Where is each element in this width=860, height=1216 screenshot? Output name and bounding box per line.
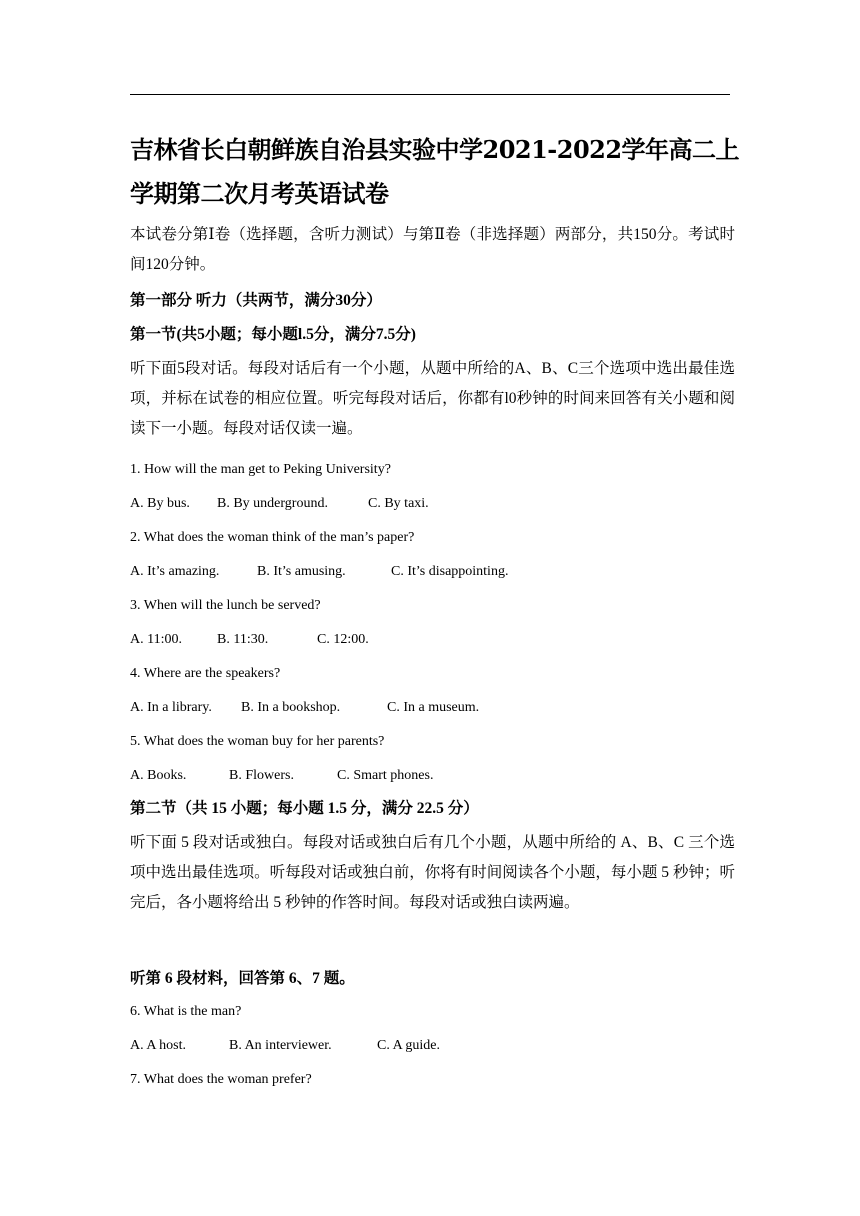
question-2: 2. What does the woman think of the man’s paper? xyxy=(130,530,415,545)
option-c: C. By taxi. xyxy=(368,496,429,511)
option-b: B. It’s amusing. xyxy=(257,564,346,579)
question-1-options xyxy=(130,494,730,514)
header-rule xyxy=(130,94,730,95)
question-4: 4. Where are the speakers? xyxy=(130,666,281,681)
section2-heading: 第二节（共 15 小题；每小题 1.5 分，满分 22.5 分） xyxy=(130,800,479,817)
option-c: C. 12:00. xyxy=(317,632,369,647)
option-a: A. 11:00. xyxy=(130,632,182,647)
option-a: A. By bus. xyxy=(130,496,190,511)
option-b: B. Flowers. xyxy=(229,768,294,783)
option-b: B. In a bookshop. xyxy=(241,700,341,715)
option-c: C. It’s disappointing. xyxy=(391,564,509,579)
part1-heading: 第一部分 听力（共两节，满分30分） xyxy=(130,292,382,309)
option-b: B. 11:30. xyxy=(217,632,269,647)
question-4-options xyxy=(130,698,730,718)
question-5-options xyxy=(130,766,730,786)
option-c: C. A guide. xyxy=(377,1038,441,1053)
exam-title: 吉林省长白朝鲜族自治县实验中学2021-2022学年高二上学期第二次月考英语试卷 xyxy=(130,135,740,208)
question-3: 3. When will the lunch be served? xyxy=(130,598,321,613)
option-a: A. In a library. xyxy=(130,700,212,715)
section1-heading: 第一节(共5小题；每小题l.5分，满分7.5分) xyxy=(130,326,416,343)
option-a: A. It’s amazing. xyxy=(130,564,220,579)
section2-instructions: 听下面 5 段对话或独白。每段对话或独白后有几个小题，从题中所给的 A、B、C 三个选项中选出最佳选项。听每段对话或独白前，你将有时间阅读各个小题，每小题 5 秒钟；听完后，各小题将给出 5 秒钟的作答时间。每段对话或独白读两遍。 xyxy=(130,834,735,911)
option-b: B. An interviewer. xyxy=(229,1038,332,1053)
option-a: A. Books. xyxy=(130,768,187,783)
option-c: C. Smart phones. xyxy=(337,768,434,783)
section1-instructions: 听下面5段对话。每段对话后有一个小题，从题中所给的A、B、C三个选项中选出最佳选项，并标在试卷的相应位置。听完每段对话后，你都有l0秒钟的时间来回答有关小题和阅读下一小题。每段对话仅读一遍。 xyxy=(130,360,735,437)
option-a: A. A host. xyxy=(130,1038,187,1053)
question-7: 7. What does the woman prefer? xyxy=(130,1072,312,1087)
option-c: C. In a museum. xyxy=(387,700,480,715)
question-3-options xyxy=(130,630,730,650)
question-6-options xyxy=(130,1036,730,1056)
question-5: 5. What does the woman buy for her parents? xyxy=(130,734,385,749)
material-6-heading: 听第 6 段材料，回答第 6、7 题。 xyxy=(130,970,355,987)
question-6: 6. What is the man? xyxy=(130,1004,242,1019)
question-1: 1. How will the man get to Peking University? xyxy=(130,462,391,477)
option-b: B. By underground. xyxy=(217,496,328,511)
question-2-options xyxy=(130,562,730,582)
exam-intro: 本试卷分第Ⅰ卷（选择题，含听力测试）与第Ⅱ卷（非选择题）两部分，共150分。考试时间120分钟。 xyxy=(130,226,735,273)
